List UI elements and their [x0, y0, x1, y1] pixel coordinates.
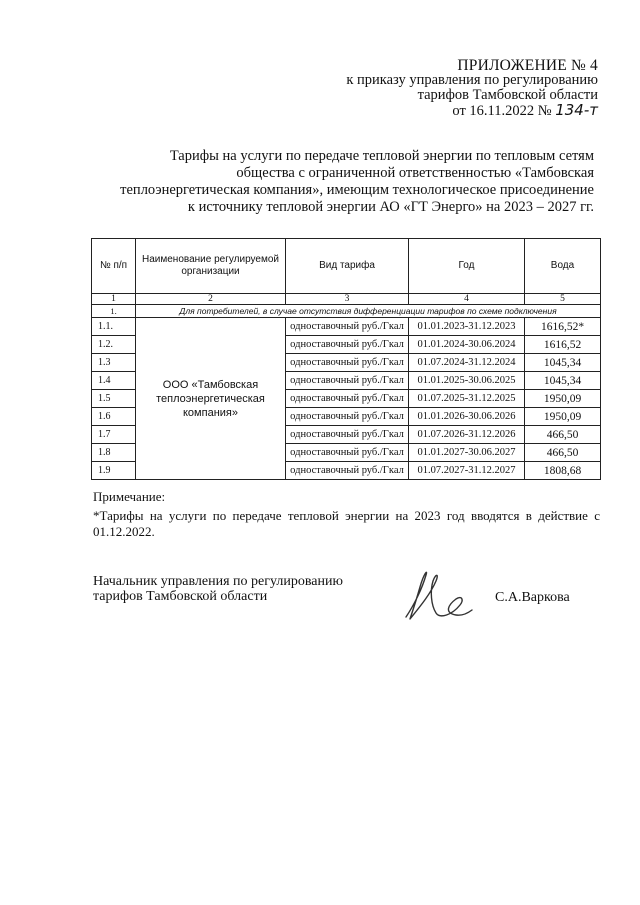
title-line-4: к источнику тепловой энергии АО «ГТ Энерго» на 2023 – 2027 гг. — [187, 199, 594, 215]
period: 01.01.2024-30.06.2024 — [409, 336, 525, 354]
signer-line-2: тарифов Тамбовской области — [93, 589, 268, 604]
row-number: 1.2. — [92, 336, 136, 354]
period: 01.01.2023-31.12.2023 — [409, 318, 525, 336]
tariff-type: одноставочный руб./Гкал — [286, 426, 409, 444]
header-org: Наименование регулируемой организации — [136, 239, 286, 294]
organization-name: ООО «Тамбовская теплоэнергетическая компания» — [136, 318, 286, 480]
order-number: 134-т — [555, 101, 598, 119]
water-value: 466,50 — [525, 426, 601, 444]
row-number: 1.7 — [92, 426, 136, 444]
water-value: 1950,09 — [525, 408, 601, 426]
water-value: 1045,34 — [525, 354, 601, 372]
appendix-line-1: к приказу управления по регулированию — [346, 72, 598, 88]
header-year: Год — [409, 239, 525, 294]
period: 01.01.2025-30.06.2025 — [409, 372, 525, 390]
col-number: 4 — [409, 294, 525, 305]
period: 01.01.2027-30.06.2027 — [409, 444, 525, 462]
col-number: 2 — [136, 294, 286, 305]
col-number: 5 — [525, 294, 601, 305]
signer-name: С.А.Варкова — [495, 590, 570, 605]
tariff-type: одноставочный руб./Гкал — [286, 462, 409, 480]
water-value: 466,50 — [525, 444, 601, 462]
row-number: 1.8 — [92, 444, 136, 462]
table-row — [92, 318, 601, 336]
period: 01.07.2024-31.12.2024 — [409, 354, 525, 372]
header-water: Вода — [525, 239, 601, 294]
row-number: 1.6 — [92, 408, 136, 426]
row-number: 1.1. — [92, 318, 136, 336]
signer-line-1: Начальник управления по регулированию — [93, 574, 343, 589]
period: 01.07.2025-31.12.2025 — [409, 390, 525, 408]
signature-icon — [400, 565, 475, 625]
water-value: 1616,52 — [525, 336, 601, 354]
tariff-type: одноставочный руб./Гкал — [286, 336, 409, 354]
appendix-header — [330, 58, 598, 119]
water-value: 1950,09 — [525, 390, 601, 408]
appendix-date-line — [330, 103, 598, 119]
appendix-date: от 16.11.2022 № — [452, 103, 552, 119]
section-text: Для потребителей, в случае отсутствия дифференциации тарифов по схеме подключения — [136, 305, 601, 318]
water-value: 1808,68 — [525, 462, 601, 480]
tariff-type: одноставочный руб./Гкал — [286, 318, 409, 336]
water-value: 1616,52* — [525, 318, 601, 336]
col-number: 3 — [286, 294, 409, 305]
header-tariff-type: Вид тарифа — [286, 239, 409, 294]
tariff-type: одноставочный руб./Гкал — [286, 354, 409, 372]
signer-title — [93, 574, 343, 604]
col-number: 1 — [92, 294, 136, 305]
table-header-row — [92, 239, 601, 294]
row-number: 1.4 — [92, 372, 136, 390]
period: 01.07.2026-31.12.2026 — [409, 426, 525, 444]
column-numbers-row — [92, 294, 601, 305]
row-number: 1.9 — [92, 462, 136, 480]
section-row — [92, 305, 601, 318]
tariff-table — [91, 238, 601, 480]
tariff-type: одноставочный руб./Гкал — [286, 408, 409, 426]
title-line-2: общества с ограниченной ответственностью «Тамбовская — [236, 165, 594, 181]
tariff-type: одноставочный руб./Гкал — [286, 444, 409, 462]
appendix-line-2: тарифов Тамбовской области — [417, 87, 598, 103]
tariff-type: одноставочный руб./Гкал — [286, 372, 409, 390]
period: 01.01.2026-30.06.2026 — [409, 408, 525, 426]
title-line-1: Тарифы на услуги по передаче тепловой энергии по тепловым сетям — [169, 148, 594, 164]
water-value: 1045,34 — [525, 372, 601, 390]
title-line-3: теплоэнергетическая компания», имеющим технологическое присоединение — [120, 182, 594, 198]
row-number: 1.5 — [92, 390, 136, 408]
tariff-type: одноставочный руб./Гкал — [286, 390, 409, 408]
appendix-title: ПРИЛОЖЕНИЕ № 4 — [457, 57, 598, 74]
note-label: Примечание: — [93, 489, 166, 504]
period: 01.07.2027-31.12.2027 — [409, 462, 525, 480]
document-title — [70, 148, 594, 216]
row-number: 1.3 — [92, 354, 136, 372]
note-text: *Тарифы на услуги по передаче тепловой энергии на 2023 год вводятся в действие с 01.12.2022. — [93, 508, 600, 539]
header-num: № п/п — [92, 239, 136, 294]
section-number: 1. — [92, 305, 136, 318]
